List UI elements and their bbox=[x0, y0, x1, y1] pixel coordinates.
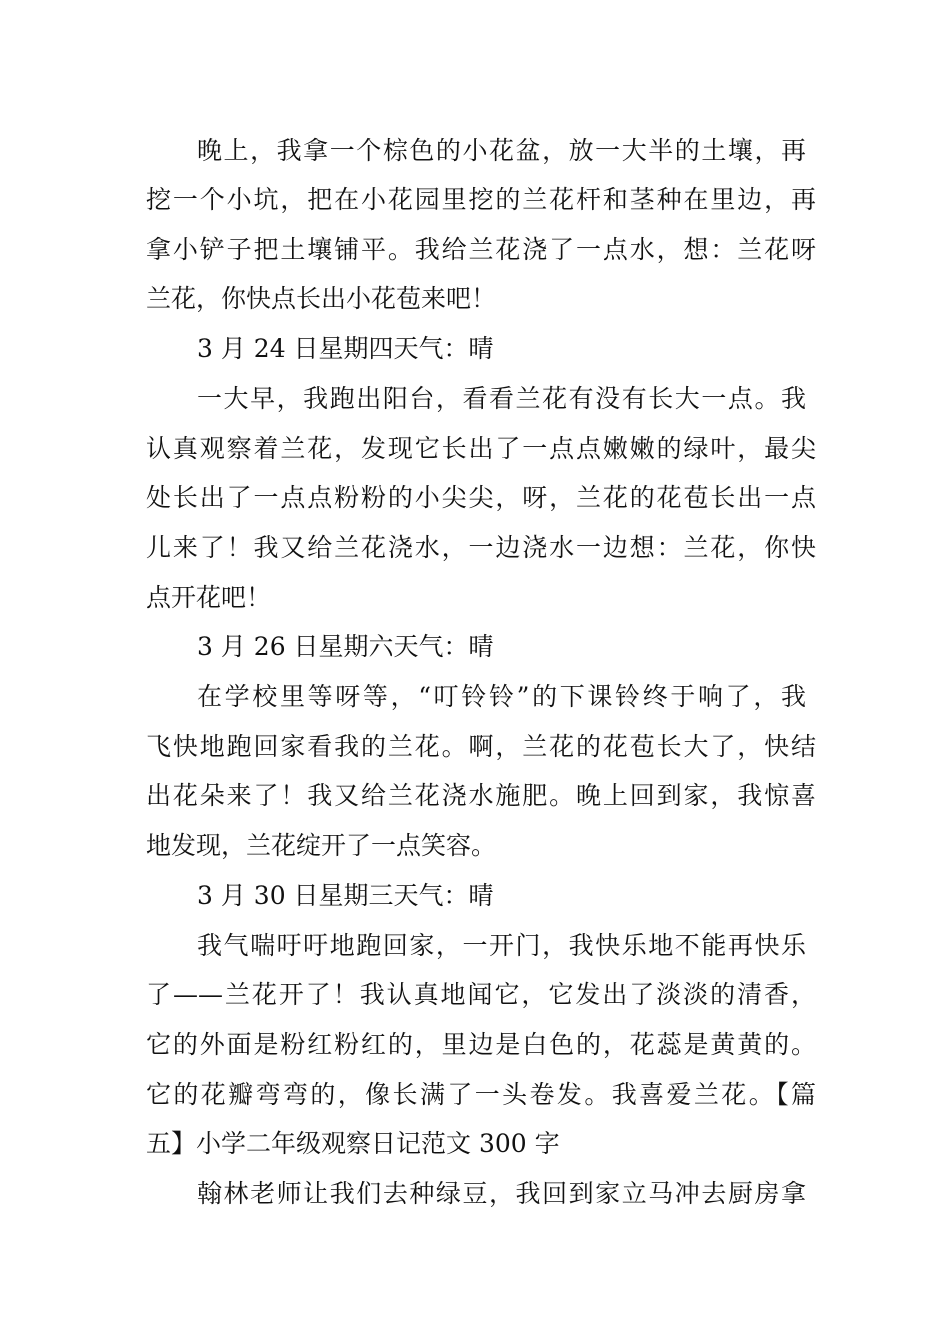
section-title-line: 五】小学二年级观察日记范文 300 字 bbox=[146, 1129, 560, 1158]
diary-date-heading: 3 月 24 日星期四天气：晴 bbox=[197, 334, 494, 363]
text-line: 兰花，你快点长出小花苞来吧！ bbox=[146, 284, 497, 313]
text-line: 在学校里等呀等，“叮铃铃”的下课铃终于响了，我 bbox=[197, 682, 806, 711]
text-line: 认真观察着兰花，发现它长出了一点点嫩嫩的绿叶，最尖 bbox=[146, 434, 816, 463]
text-line: 地发现，兰花绽开了一点笑容。 bbox=[146, 831, 497, 860]
text-line: 出花朵来了！我又给兰花浇水施肥。晚上回到家，我惊喜 bbox=[146, 781, 816, 810]
text-line: 它的花瓣弯弯的，像长满了一头卷发。我喜爱兰花。【篇 bbox=[146, 1080, 816, 1109]
text-line: 晚上，我拿一个棕色的小花盆，放一大半的土壤，再 bbox=[197, 136, 806, 165]
text-line: 一大早，我跑出阳台，看看兰花有没有长大一点。我 bbox=[197, 384, 806, 413]
text-line: 它的外面是粉红粉红的，里边是白色的，花蕊是黄黄的。 bbox=[146, 1030, 816, 1059]
text-line: 点开花吧！ bbox=[146, 583, 272, 612]
text-line: 处长出了一点点粉粉的小尖尖，呀，兰花的花苞长出一点 bbox=[146, 483, 816, 512]
text-line: 了——兰花开了！我认真地闻它，它发出了淡淡的清香， bbox=[146, 980, 816, 1009]
text-line: 翰林老师让我们去种绿豆，我回到家立马冲去厨房拿 bbox=[197, 1179, 806, 1208]
text-line: 我气喘吁吁地跑回家，一开门，我快乐地不能再快乐 bbox=[197, 931, 806, 960]
diary-date-heading: 3 月 30 日星期三天气：晴 bbox=[197, 881, 494, 910]
text-line: 飞快地跑回家看我的兰花。啊，兰花的花苞长大了，快结 bbox=[146, 732, 816, 761]
text-line: 儿来了！我又给兰花浇水，一边浇水一边想：兰花，你快 bbox=[146, 533, 816, 562]
text-line: 拿小铲子把土壤铺平。我给兰花浇了一点水，想：兰花呀 bbox=[146, 235, 816, 264]
diary-date-heading: 3 月 26 日星期六天气：晴 bbox=[197, 632, 494, 661]
text-line: 挖一个小坑，把在小花园里挖的兰花杆和茎种在里边，再 bbox=[146, 185, 816, 214]
